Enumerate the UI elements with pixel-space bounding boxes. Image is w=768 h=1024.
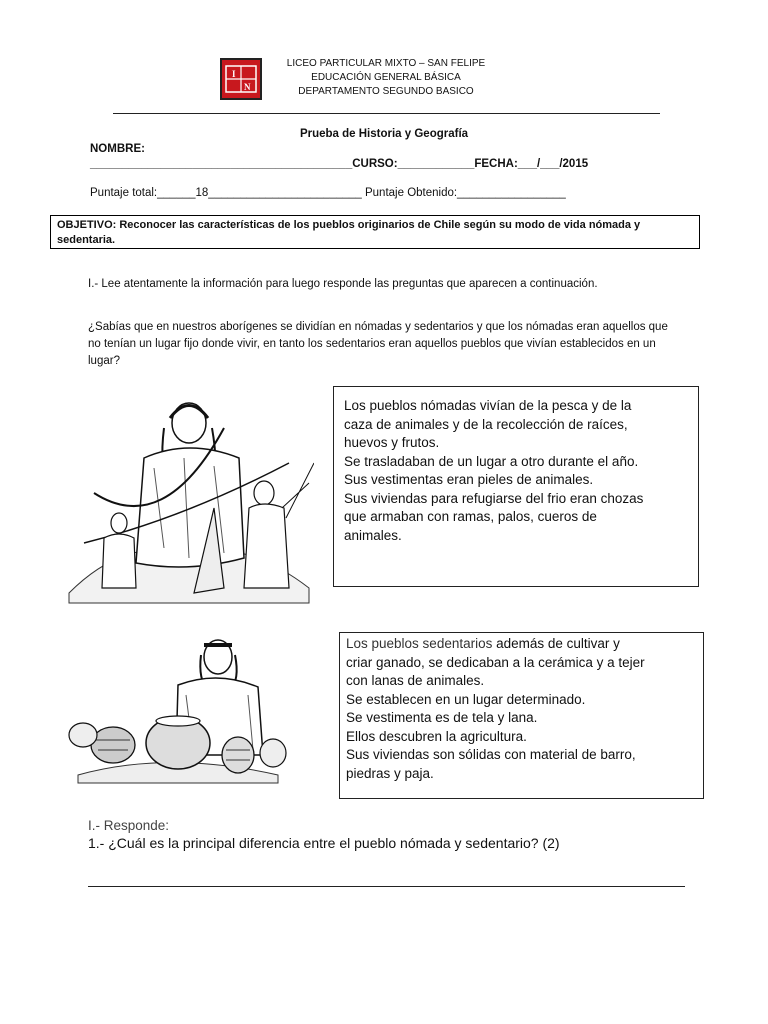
nomadas-line: que armaban con ramas, palos, cueros de: [344, 509, 597, 524]
sedentarios-line: criar ganado, se dedicaban a la cerámica y a tejer: [346, 654, 645, 670]
questions-heading: I.- Responde:: [88, 818, 170, 833]
nomadas-line: Los pueblos nómadas vivían de la pesca y de la: [344, 398, 632, 413]
nomadas-line: Sus vestimentas eran pieles de animales.: [344, 472, 594, 487]
sedentarios-line: Sus viviendas son sólidas con material de barro,: [346, 747, 636, 762]
name-course-date-line[interactable]: _________________________________________CURSO:____________FECHA:___/___/2015: [90, 158, 589, 170]
nomadas-info-box: [333, 386, 699, 587]
test-title: Prueba de Historia y Geografía: [299, 128, 469, 140]
question-1: 1.- ¿Cuál es la principal diferencia entre el pueblo nómada y sedentario? (2): [88, 835, 560, 851]
objective-box: OBJETIVO: Reconocer las características de los pueblos originarios de Chile según su modo de vida nómada y sedentaria.: [50, 215, 700, 249]
sedentarios-line: piedras y paja.: [346, 765, 434, 781]
sedentarios-lead: Los pueblos sedentarios: [346, 636, 493, 651]
sedentary-potter-illustration: [58, 625, 293, 785]
nombre-label: NOMBRE:: [90, 143, 145, 155]
svg-text:I: I: [232, 69, 236, 79]
nomadas-line: animales.: [344, 527, 402, 543]
sedentarios-line: además de cultivar y: [492, 636, 620, 651]
svg-text:N: N: [244, 82, 251, 92]
nomadas-line: caza de animales y de la recolección de raíces,: [344, 416, 628, 432]
school-name: LICEO PARTICULAR MIXTO – SAN FELIPE: [286, 58, 486, 69]
score-line[interactable]: Puntaje total:______18________________________ Puntaje Obtenido:_________________: [90, 187, 566, 199]
sedentarios-line: Se vestimenta es de tela y lana.: [346, 710, 538, 725]
nomadas-line: Se trasladaban de un lugar a otro durante el año.: [344, 453, 639, 469]
education-level: EDUCACIÓN GENERAL BÁSICA: [311, 72, 461, 83]
answer-line[interactable]: [88, 886, 685, 887]
instructions-intro: I.- Lee atentamente la información para luego responde las preguntas que aparecen a continuación.: [88, 278, 598, 290]
instructions-question: ¿Sabías que en nuestros aborígenes se dividían en nómadas y sedentarios y que los nómadas eran aquellos que no tenían un lugar fijo donde vivir, en tanto los sedentarios eran aquellos pueblos que vivían establecidos en un lugar?: [88, 321, 668, 367]
sedentarios-info-box: [339, 632, 704, 799]
header-divider: [113, 113, 660, 114]
nomadas-line: huevos y frutos.: [344, 435, 440, 450]
sedentarios-line: Se establecen en un lugar determinado.: [346, 691, 586, 707]
department: DEPARTAMENTO SEGUNDO BASICO: [298, 86, 474, 97]
sedentarios-line: Ellos descubren la agricultura.: [346, 728, 527, 744]
sedentarios-line: con lanas de animales.: [346, 673, 485, 688]
nomad-hunter-illustration: [64, 388, 314, 606]
nomadas-line: Sus viviendas para refugiarse del frio eran chozas: [344, 490, 644, 506]
